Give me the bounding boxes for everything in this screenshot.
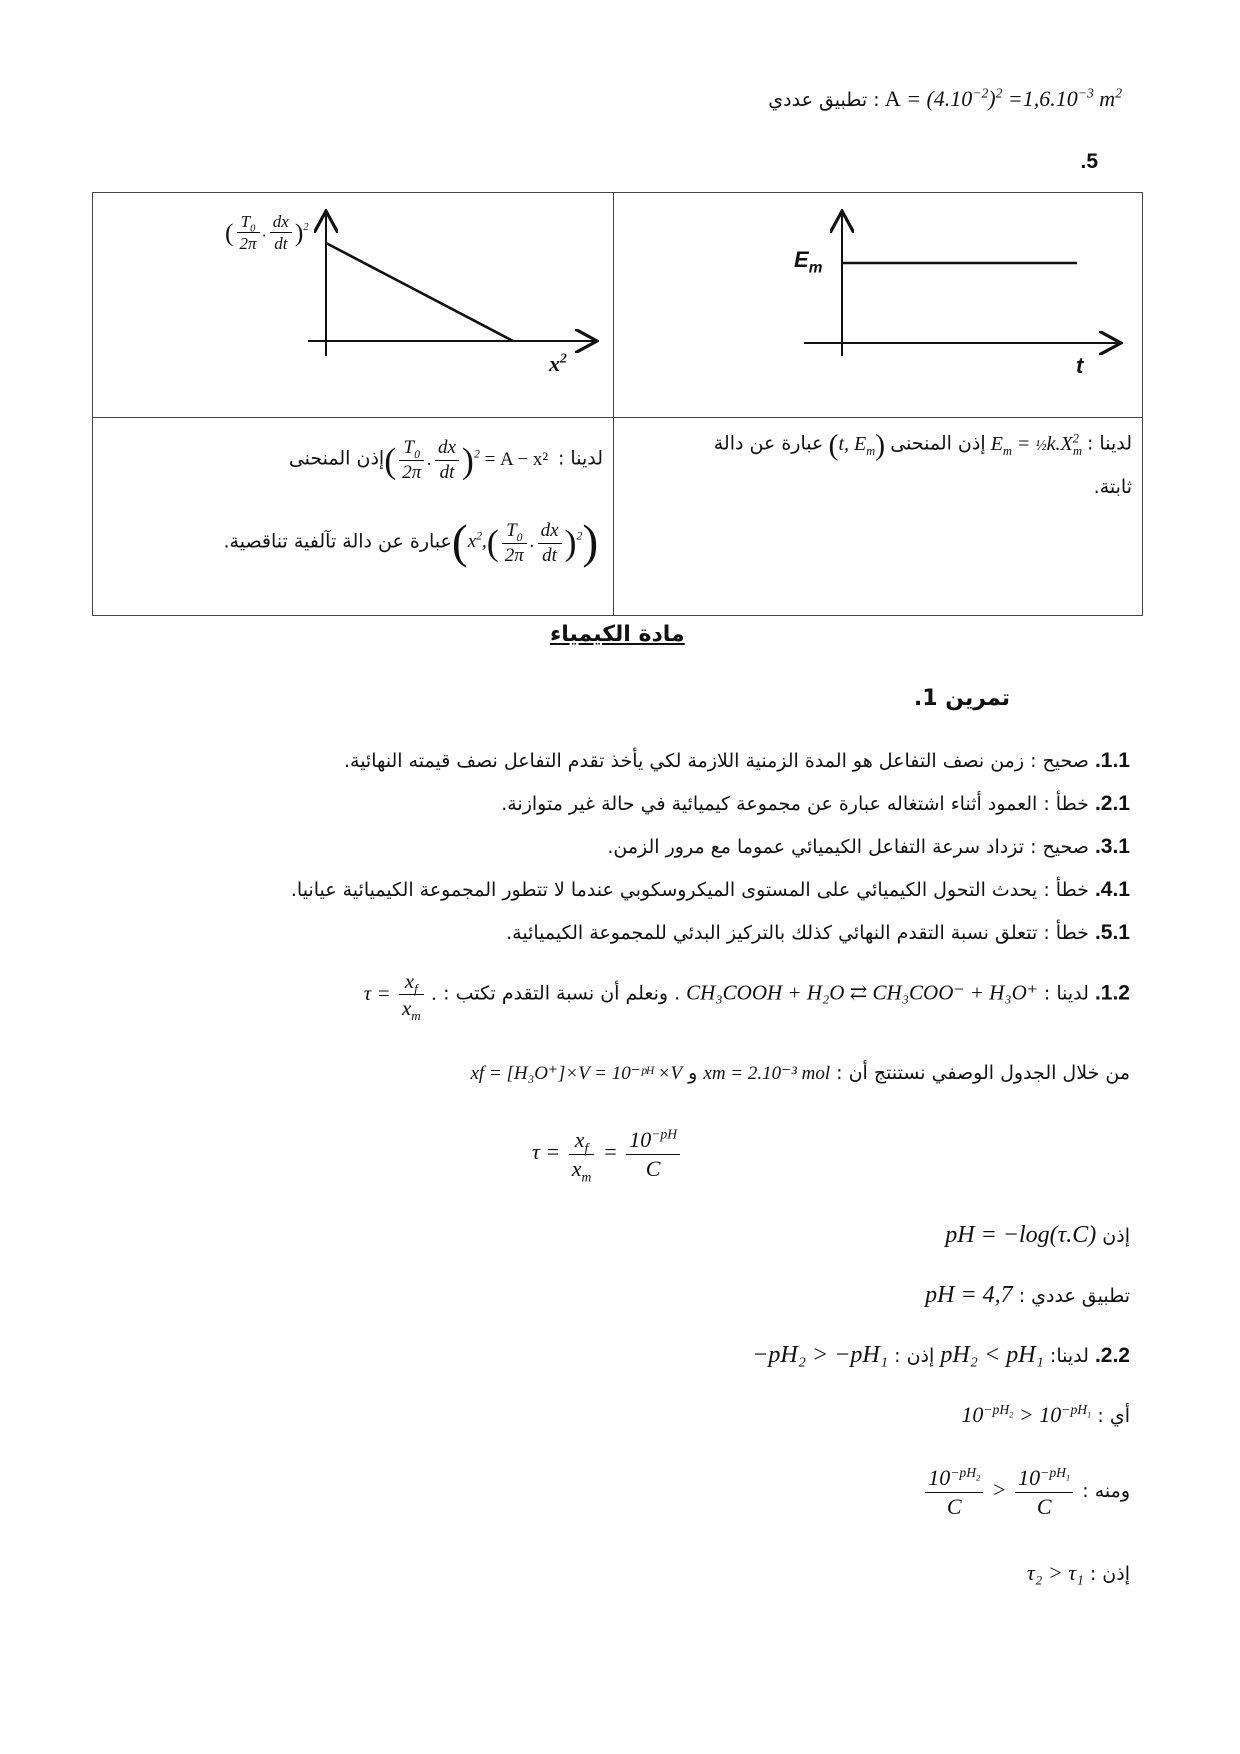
right-x-axis-label: t <box>1076 353 1084 378</box>
constant-energy-graph <box>614 193 1142 413</box>
then-label: إذن <box>1102 1225 1130 1247</box>
right-we-have: لدينا : <box>1086 432 1132 455</box>
left-comment-cell <box>93 418 614 616</box>
reaction-equation: CH₃COOH + H₂O ⇄ CH₃COO⁻ + H₃O⁺ <box>686 980 1038 1005</box>
pair-t-em: (t, $E_m$) <box>828 428 886 461</box>
ie-label: أي : <box>1097 1405 1130 1427</box>
left-then-curve: إذن المنحنى <box>288 447 385 470</box>
numeric-application-label: تطبيق عددي : <box>768 89 880 111</box>
list-item <box>607 835 1130 859</box>
numeric-application-line <box>768 86 1130 112</box>
ph-expression-line <box>945 1222 1130 1249</box>
linear-decreasing-graph <box>93 193 613 413</box>
left-we-have: لدينا : <box>557 447 603 470</box>
and-word: و <box>688 1062 698 1084</box>
right-constant: ثابتة. <box>1093 476 1132 498</box>
left-graph-cell <box>93 193 614 418</box>
right-y-axis-label: $E_m$ <box>794 247 823 277</box>
then-label: إذن : <box>894 1345 935 1367</box>
left-is-function: عبارة عن دالة تآلفية تناقصية. <box>223 530 452 553</box>
item-number: 2.1. <box>1094 792 1130 815</box>
question-number: 1.2. <box>1094 981 1130 1005</box>
ph-value: pH = 4,7 <box>925 1282 1013 1308</box>
left-comment-line1 <box>289 436 603 485</box>
numeric-label: تطبيق عددي : <box>1018 1285 1130 1307</box>
hence-line <box>922 1464 1130 1520</box>
item-text: صحيح : زمن نصف التفاعل هو المدة الزمنية اللازمة لكي يأخذ تقدم التفاعل نصف قيمته النهائية. <box>343 750 1089 772</box>
right-comment-cell <box>614 418 1143 616</box>
final-line <box>1027 1560 1130 1586</box>
left-pair-formula: ($x^2$,( $\frac{T_0}{2\pi}$ . $\frac{dx}{dt}$ )$^2$) <box>451 517 599 569</box>
tau-definition: τ = $\frac{x_f}{x_m}$ . <box>363 969 438 1024</box>
list-item <box>501 792 1130 816</box>
left-decreasing-line <box>326 243 513 341</box>
ie-line <box>961 1402 1130 1428</box>
item-text: خطأ : العمود أثناء اشتغاله عبارة عن مجموعة كيميائية في حالة غير متوازنة. <box>501 793 1089 815</box>
chemistry-title: مادة الكيمياء <box>550 622 685 647</box>
graphs-table <box>92 192 1143 616</box>
ratio-inequality: $\frac{10^{-pH_2}}{C}$ > $\frac{10^{-pH_1}}{C}$ <box>922 1477 1076 1502</box>
xf-value: xf = [H₃O⁺]×V = 10⁻ᵖᴴ ×V <box>470 1063 683 1084</box>
xm-value: xm = 2.10⁻³ mol <box>703 1063 831 1084</box>
item-number: 4.1. <box>1094 878 1130 901</box>
item-number: 3.1. <box>1094 835 1130 858</box>
item-text: خطأ : يحدث التحول الكيميائي على المستوى الميكروسكوبي عندما لا تتطور المجموعة الكيميائية عيانيا. <box>290 879 1089 901</box>
ph-numeric-line <box>925 1282 1130 1309</box>
left-comment-line2 <box>223 516 603 570</box>
and-know-text: . ونعلم أن نسبة التقدم تكتب : <box>443 982 681 1005</box>
tau-formula: τ = $\frac{x_f}{x_m}$ = $\frac{10^{-pH}}{C}$ <box>532 1126 683 1182</box>
item-number: 1.1. <box>1094 749 1130 772</box>
question-2-2 <box>752 1342 1130 1369</box>
question-number: 2.2. <box>1094 1344 1130 1367</box>
energy-formula: $E_m$ = $\frac{1}{2}k.X^2_m$ <box>990 430 1082 458</box>
ph-inequality: pH₂ < pH₁ <box>940 1342 1044 1368</box>
we-have-label: لدينا: <box>1049 1345 1089 1367</box>
hence-label: ومنه : <box>1082 1480 1130 1503</box>
right-is-function: عبارة عن دالة <box>713 432 824 455</box>
section-number: .5 <box>1080 150 1098 173</box>
left-formula: ( $\frac{T_0}{2\pi}$ . $\frac{dx}{dt}$ )$^2$ = A − x² <box>384 437 549 483</box>
power-inequality: $10^{-pH_2} > 10^{-pH_1}$ <box>961 1401 1092 1427</box>
ph-log-formula: pH = −log(τ.C) <box>945 1222 1097 1248</box>
right-graph-cell <box>614 193 1143 418</box>
we-have-label: لدينا : <box>1043 982 1089 1005</box>
table-deduction-line <box>470 1062 1130 1085</box>
item-text: صحيح : تزداد سرعة التفاعل الكيميائي عموما مع مرور الزمن. <box>607 836 1089 858</box>
list-item <box>291 878 1130 902</box>
question-1-2 <box>364 968 1130 1022</box>
right-comment-line1 <box>714 428 1132 462</box>
left-x-axis-label: $x^2$ <box>549 350 567 376</box>
list-item <box>506 921 1130 945</box>
left-formula-rhs: = A − x² <box>484 448 549 470</box>
exercise-title: تمرين 1. <box>913 686 1010 711</box>
item-text: خطأ : تتعلق نسبة التقدم النهائي كذلك بالتركيز البدئي للمجموعة الكيميائية. <box>506 922 1089 944</box>
item-number: 5.1. <box>1094 921 1130 944</box>
final-label: إذن : <box>1089 1563 1130 1585</box>
left-y-axis-label: ( $\frac{T_0}{2\pi}$ . $\frac{dx}{dt}$ )$^2$ <box>225 212 309 254</box>
negative-ph-inequality: −pH₂ > −pH₁ <box>752 1342 889 1368</box>
list-item <box>344 749 1130 773</box>
right-then-curve: إذن المنحنى <box>890 432 986 455</box>
area-formula: $A = (4.10^{-2})^2 =1,6.10^{-3}$ $m^2$ <box>884 85 1122 111</box>
tau-inequality: τ₂ > τ₁ <box>1026 1560 1084 1585</box>
table-deduction-text: من خلال الجدول الوصفي نستنتج أن : <box>836 1062 1130 1084</box>
